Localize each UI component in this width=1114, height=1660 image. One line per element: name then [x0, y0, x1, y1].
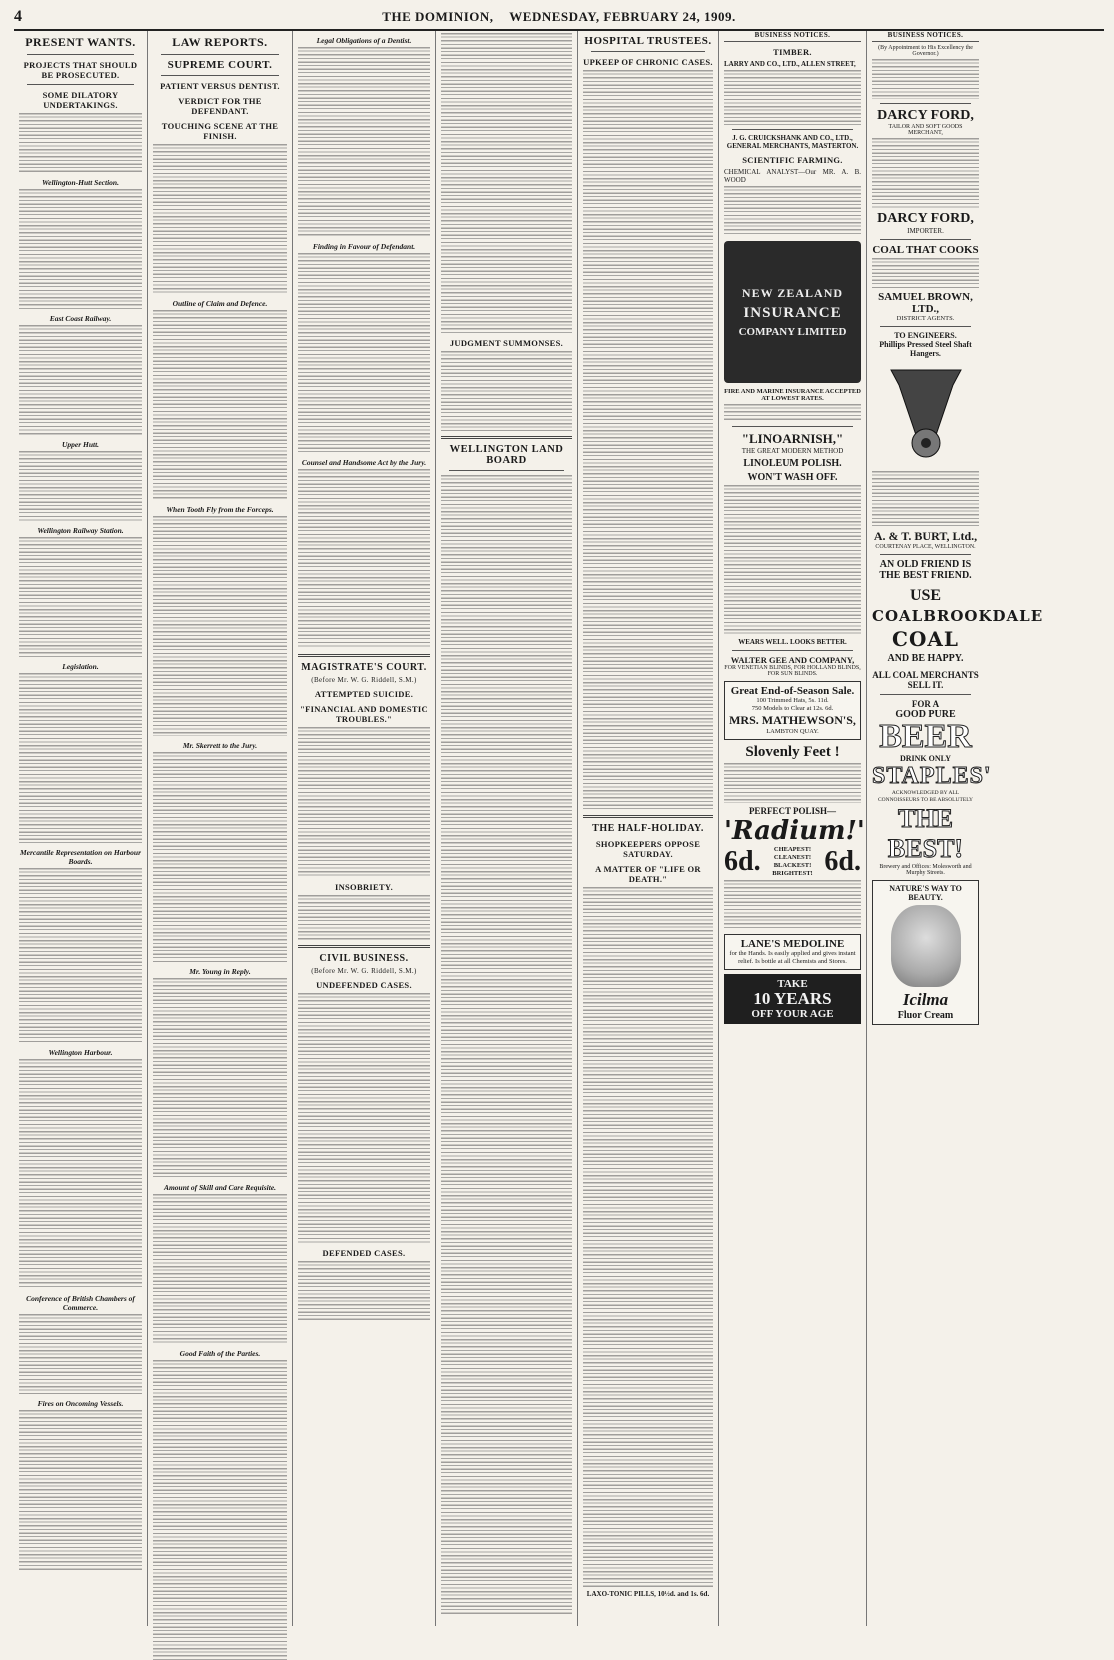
section-heading: Fires on Oncoming Vessels. [37, 1399, 124, 1408]
article-text [153, 144, 287, 294]
courtenay-place: COURTENAY PLACE, WELLINGTON. [875, 544, 976, 550]
ad-text [872, 258, 979, 288]
issue-date: WEDNESDAY, FEBRUARY 24, 1909. [509, 9, 736, 24]
page-number: 4 [14, 8, 23, 25]
burt-ltd: A. & T. BURT, Ltd., [873, 529, 978, 543]
section-heading: Wellington-Hutt Section. [42, 178, 119, 187]
slovenly-feet: Slovenly Feet ! [745, 744, 840, 760]
touching-scene: TOUCHING SCENE AT THE FINISH. [161, 121, 279, 141]
section-heading: Legal Obligations of a Dentist. [316, 36, 412, 45]
article-text [19, 451, 142, 521]
price-left: 6d. [724, 846, 761, 877]
sale-heading: Great End-of-Season Sale. [730, 685, 855, 697]
ad-text [724, 763, 861, 803]
article-text [298, 727, 430, 877]
ad-text [724, 404, 861, 422]
sale-item: 750 Models to Clear at 12s. 6d. [751, 705, 834, 712]
column-ads [867, 31, 1044, 1626]
judgment-summonses: JUDGMENT SUMMONSES. [449, 338, 564, 348]
heading-magistrates-court: MAGISTRATE'S COURT. [301, 662, 427, 673]
article-text [19, 1059, 142, 1289]
section-heading: When Tooth Fly from the Forceps. [166, 505, 274, 514]
lane-medoline-ad [724, 934, 861, 970]
section-heading: Mr. Young in Reply. [189, 967, 251, 976]
phillips-hangers: Phillips Pressed Steel Shaft Hangers. [879, 340, 972, 358]
article-text [19, 1314, 142, 1394]
article-text [583, 887, 713, 1587]
coalbrookdale: COALBROOKDALE [872, 607, 1044, 625]
appointment: (By Appointment to His Excellency the Governor.) [878, 45, 973, 57]
section-heading: Outline of Claim and Defence. [172, 299, 268, 308]
be-happy: AND BE HAPPY. [887, 653, 964, 664]
section-heading: Upper Hutt. [61, 440, 100, 449]
column-land-board [436, 31, 578, 1626]
article-text [441, 475, 572, 1615]
article-text [153, 310, 287, 500]
for-a: FOR A [911, 699, 940, 709]
columns [14, 31, 1104, 1626]
coal: COAL [892, 627, 959, 651]
section-heading: Conference of British Chambers of Commerce. [26, 1294, 135, 1312]
civil-before: (Before Mr. W. G. Riddell, S.M.) [311, 967, 417, 975]
article-text [19, 673, 142, 843]
financial-troubles: "FINANCIAL AND DOMESTIC TROUBLES." [300, 704, 428, 724]
article-text [153, 1360, 287, 1660]
fluor-cream: Fluor Cream [897, 1010, 954, 1021]
section-heading: Amount of Skill and Care Requisite. [163, 1183, 277, 1192]
all-coal-merchants: ALL COAL MERCHANTS SELL IT. [872, 670, 979, 690]
insobriety: INSOBRIETY. [334, 882, 394, 892]
article-text [298, 253, 430, 453]
timber-firm: LARRY AND CO., LTD., ALLEN STREET, [724, 60, 856, 68]
use: USE [909, 587, 942, 604]
heading-present-wants: PRESENT WANTS. [25, 35, 136, 49]
mathewson: MRS. MATHEWSON'S, [729, 713, 856, 727]
heading-hospital-trustees: HOSPITAL TRUSTEES. [584, 35, 712, 47]
take-line-1: TAKE [777, 978, 808, 990]
article-text [583, 70, 713, 810]
column-hospital-trustees [578, 31, 719, 1626]
darcy-ford-2: DARCY FORD, [877, 211, 974, 226]
beer: BEER [879, 718, 972, 755]
ad-text [872, 138, 979, 208]
radium-brand: 'Radium!' [724, 816, 865, 846]
article-text [19, 189, 142, 309]
undefended-cases: UNDEFENDED CASES. [316, 980, 412, 990]
heading-civil-business: CIVIL BUSINESS. [319, 953, 409, 964]
insurance-line-3: COMPANY LIMITED [738, 326, 847, 338]
intro-heading: SOME DILATORY UNDERTAKINGS. [42, 90, 119, 110]
perfect-polish: PERFECT POLISH— [748, 806, 837, 816]
shaft-hanger-illustration [872, 362, 979, 467]
acknowledged: ACKNOWLEDGED BY ALL CONNOISSEURS TO BE ABSOLUTELY [877, 790, 974, 803]
good-pure: GOOD PURE [895, 709, 956, 720]
ad-text [872, 59, 979, 99]
section-heading: Wellington Railway Station. [37, 526, 124, 535]
importer: IMPORTER. [907, 227, 944, 235]
heading-law-reports: LAW REPORTS. [172, 35, 268, 49]
cruickshank-ad: J. G. CRUICKSHANK AND CO., LTD., GENERAL MERCHANTS, MASTERTON. [726, 134, 859, 150]
mathewson-sale-ad [724, 681, 861, 740]
defended-cases: DEFENDED CASES. [322, 1248, 406, 1258]
radium-price-row [724, 846, 861, 878]
ad-text [724, 70, 861, 125]
masthead [14, 6, 1104, 31]
linoleum-polish: LINOLEUM POLISH. [743, 458, 842, 469]
ad-text [724, 880, 861, 930]
drink-only: DRINK ONLY [899, 754, 952, 763]
ad-text [724, 186, 861, 236]
article-text [298, 469, 430, 649]
article-text [153, 752, 287, 962]
article-text [153, 1194, 287, 1344]
article-text [19, 325, 142, 435]
section-heading: Mercantile Representation on Harbour Boards. [19, 848, 142, 866]
laxo-tonic: LAXO-TONIC PILLS, 10½d. and 1s. 6d. [586, 1590, 710, 1598]
life-or-death: A MATTER OF "LIFE OR DEATH." [595, 864, 701, 884]
masthead-title [54, 9, 1064, 25]
section-heading: Legislation. [62, 662, 99, 671]
take-line-3: OFF YOUR AGE [751, 1008, 834, 1020]
article-text [19, 113, 142, 173]
article-text [441, 33, 572, 333]
section-heading: Counsel and Handsome Act by the Jury. [301, 458, 427, 467]
heading-land-board: WELLINGTON LAND BOARD [449, 444, 564, 466]
business-notices-heading-2: BUSINESS NOTICES. [872, 31, 979, 42]
coal-that-cooks: COAL THAT COOKS [872, 244, 979, 256]
timber-heading: TIMBER. [773, 47, 812, 57]
darcy-ford: DARCY FORD, [877, 108, 974, 123]
article-text [298, 993, 430, 1243]
district-agents: DISTRICT AGENTS. [896, 315, 955, 322]
woman-portrait-illustration [891, 905, 961, 987]
section-heading: Finding in Favour of Defendant. [312, 242, 416, 251]
column-business-notices [719, 31, 867, 1626]
lane-medoline: LANE'S MEDOLINE [740, 938, 845, 950]
modern-method: THE GREAT MODERN METHOD [741, 447, 844, 455]
section-heading: Good Faith of the Parties. [179, 1349, 261, 1358]
to-engineers: TO ENGINEERS. [894, 331, 957, 340]
take-line-2: 10 YEARS [753, 989, 832, 1008]
walter-blinds: FOR VENETIAN BLINDS, FOR HOLLAND BLINDS, FOR SUN BLINDS. [724, 665, 861, 677]
subheading-projects: PROJECTS THAT SHOULD BE PROSECUTED. [23, 60, 138, 80]
article-text [298, 895, 430, 940]
article-text [19, 1410, 142, 1570]
attempted-suicide: ATTEMPTED SUICIDE. [314, 689, 414, 699]
the-best: THE BEST! [887, 804, 964, 863]
take-ten-years-ad [724, 974, 861, 1024]
icilma: Icilma [902, 990, 949, 1009]
section-heading: Wellington Harbour. [48, 1048, 113, 1057]
article-text [19, 537, 142, 657]
walter-gee: WALTER GEE AND COMPANY, [730, 655, 855, 665]
wears-well: WEARS WELL. LOOKS BETTER. [738, 638, 847, 646]
heading-half-holiday: THE HALF-HOLIDAY. [592, 823, 704, 834]
price-words: CHEAPEST! CLEANEST! BLACKEST! BRIGHTEST! [772, 846, 813, 877]
staples: STAPLES' [872, 763, 992, 789]
icilma-ad [872, 880, 979, 1025]
section-heading: Mr. Skerrett to the Jury. [182, 741, 258, 750]
linoarnish-title: "LINOARNISH," [741, 431, 844, 446]
insurance-line-1: NEW ZEALAND [741, 286, 844, 300]
column-present-wants [14, 31, 148, 1626]
column-court-continued [293, 31, 436, 1626]
heading-supreme-court: SUPREME COURT. [167, 59, 273, 71]
article-text [19, 868, 142, 1043]
lambton-quay: LAMBTON QUAY. [766, 728, 819, 735]
article-text [298, 47, 430, 237]
shaft-hanger-icon [881, 365, 971, 465]
insurance-line-2: INSURANCE [743, 305, 842, 321]
verdict: VERDICT FOR THE DEFENDANT. [178, 96, 262, 116]
section-heading: East Coast Railway. [49, 314, 112, 323]
lane-medoline-text: for the Hands. Is easily applied and gives instant relief. Is bottle at all Chemists and Stores. [729, 950, 856, 965]
shopkeepers-oppose: SHOPKEEPERS OPPOSE SATURDAY. [595, 839, 701, 859]
case-title: PATIENT VERSUS DENTIST. [160, 81, 280, 91]
wont-wash-off: WON'T WASH OFF. [747, 472, 838, 483]
paper-name: THE DOMINION, [382, 9, 494, 24]
article-text [441, 351, 572, 431]
fire-marine: FIRE AND MARINE INSURANCE ACCEPTED AT LOWEST RATES. [724, 388, 861, 402]
old-friend: AN OLD FRIEND IS THE BEST FRIEND. [879, 559, 972, 581]
upkeep-chronic: UPKEEP OF CHRONIC CASES. [583, 57, 713, 67]
ad-text [872, 471, 979, 526]
article-text [153, 516, 287, 736]
samuel-brown: SAMUEL BROWN, LTD., [878, 291, 973, 315]
ad-text [724, 485, 861, 635]
article-text [298, 1261, 430, 1321]
brewery-address: Brewery and Offices: Molesworth and Murphy Streets. [879, 864, 972, 876]
scientific-farming: SCIENTIFIC FARMING. [742, 155, 843, 165]
column-law-reports [148, 31, 293, 1626]
natures-way: NATURE'S WAY TO BEAUTY. [889, 884, 962, 902]
magistrate-before: (Before Mr. W. G. Riddell, S.M.) [311, 676, 417, 684]
insurance-company-logo [724, 241, 861, 383]
price-right: 6d. [824, 846, 861, 877]
business-notices-heading: BUSINESS NOTICES. [724, 31, 861, 42]
sale-item: 100 Trimmed Hats, 5s. 11d. [756, 697, 829, 704]
chemical-analyst: CHEMICAL ANALYST—Our MR. A. B. WOOD [724, 168, 861, 184]
article-text [153, 978, 287, 1178]
darcy-sub: TAILOR AND SOFT GOODS MERCHANT, [888, 124, 963, 136]
